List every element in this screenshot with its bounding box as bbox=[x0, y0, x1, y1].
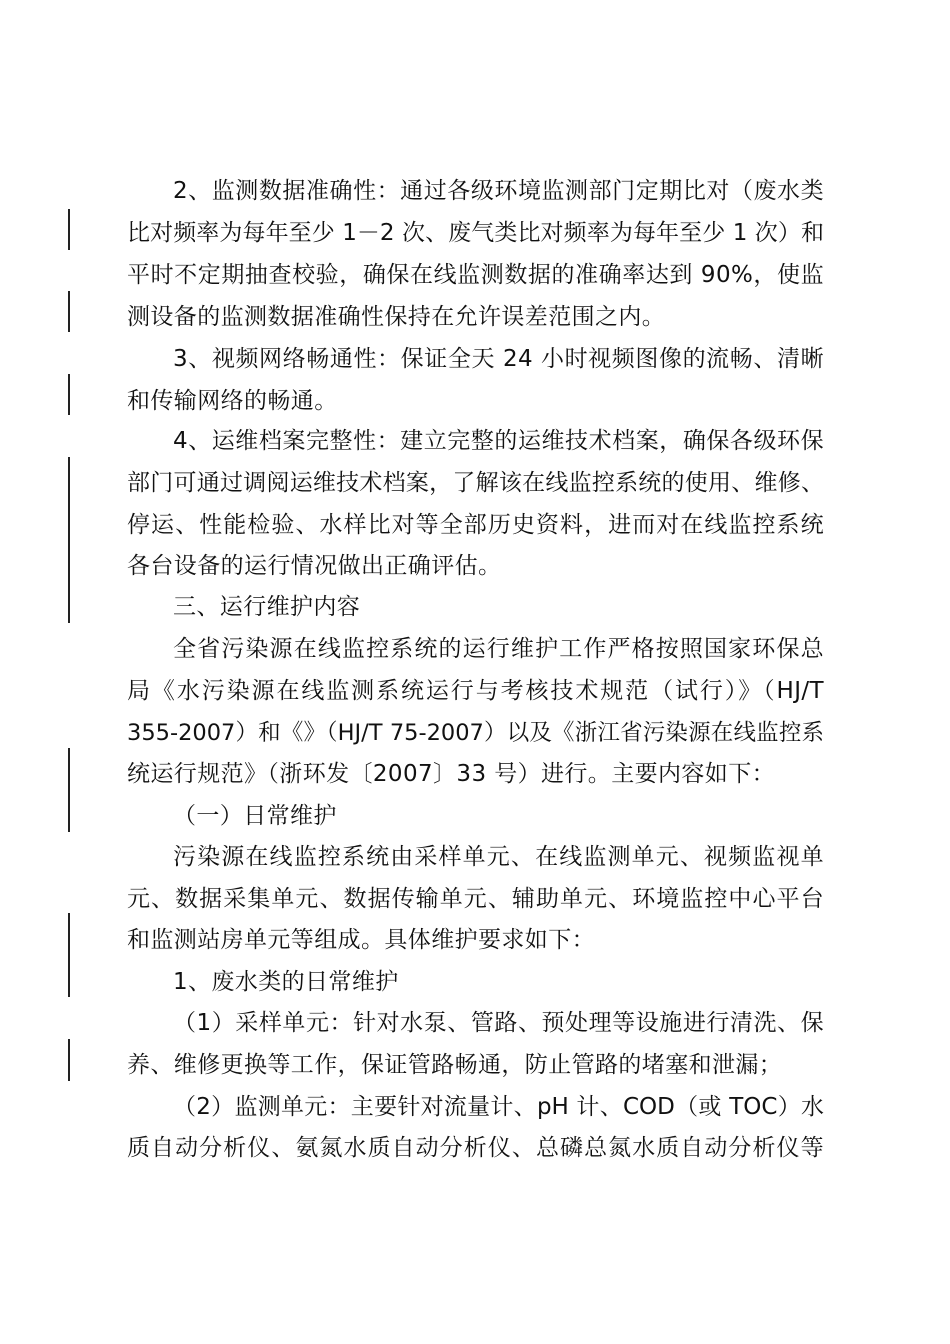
text-line: 停运、性能检验、水样比对等全部历史资料，进而对在线监控系统 bbox=[127, 512, 824, 538]
text-line: 和监测站房单元等组成。具体维护要求如下： bbox=[127, 927, 595, 953]
revision-bar bbox=[68, 291, 70, 332]
revision-bar bbox=[68, 1039, 70, 1081]
text-line: 局《水污染源在线监测系统运行与考核技术规范（试行）》（HJ/T bbox=[127, 678, 824, 704]
text-line: 4、运维档案完整性：建立完整的运维技术档案，确保各级环保 bbox=[173, 428, 824, 454]
text-line: （2）监测单元：主要针对流量计、pH 计、COD（或 TOC）水 bbox=[173, 1094, 824, 1120]
text-line: 355-2007）和《》（HJ/T 75-2007）以及《浙江省污染源在线监控系 bbox=[127, 720, 824, 746]
text-line: 质自动分析仪、氨氮水质自动分析仪、总磷总氮水质自动分析仪等 bbox=[127, 1135, 824, 1161]
revision-bar bbox=[68, 209, 70, 250]
text-line: 各台设备的运行情况做出正确评估。 bbox=[127, 553, 502, 579]
text-line: 测设备的监测数据准确性保持在允许误差范围之内。 bbox=[127, 304, 666, 330]
text-line: 2、监测数据准确性：通过各级环境监测部门定期比对（废水类 bbox=[173, 178, 824, 204]
text-line: 统运行规范》（浙环发〔2007〕33 号）进行。主要内容如下： bbox=[127, 761, 776, 787]
revision-bar bbox=[68, 913, 70, 997]
text-line: 部门可通过调阅运维技术档案，了解该在线监控系统的使用、维修、 bbox=[127, 470, 824, 496]
revision-bar bbox=[68, 374, 70, 415]
text-line: 污染源在线监控系统由采样单元、在线监测单元、视频监视单 bbox=[173, 844, 824, 870]
text-line: 全省污染源在线监控系统的运行维护工作严格按照国家环保总 bbox=[173, 636, 824, 662]
revision-bar bbox=[68, 748, 70, 832]
text-line: 元、数据采集单元、数据传输单元、辅助单元、环境监控中心平台 bbox=[127, 886, 824, 912]
subsection-heading: 1、废水类的日常维护 bbox=[173, 969, 399, 995]
text-line: （1）采样单元：针对水泵、管路、预处理等设施进行清洗、保 bbox=[173, 1010, 824, 1036]
revision-bar bbox=[68, 457, 70, 623]
section-heading: 三、运行维护内容 bbox=[173, 594, 361, 620]
text-line: 和传输网络的畅通。 bbox=[127, 388, 338, 414]
subsection-heading: （一）日常维护 bbox=[173, 803, 337, 829]
text-line: 3、视频网络畅通性：保证全天 24 小时视频图像的流畅、清晰 bbox=[173, 346, 824, 372]
text-line: 养、维修更换等工作，保证管路畅通，防止管路的堵塞和泄漏； bbox=[127, 1052, 783, 1078]
text-line: 比对频率为每年至少 1－2 次、废气类比对频率为每年至少 1 次）和 bbox=[127, 220, 824, 246]
text-line: 平时不定期抽查校验，确保在线监测数据的准确率达到 90%，使监 bbox=[127, 262, 824, 288]
